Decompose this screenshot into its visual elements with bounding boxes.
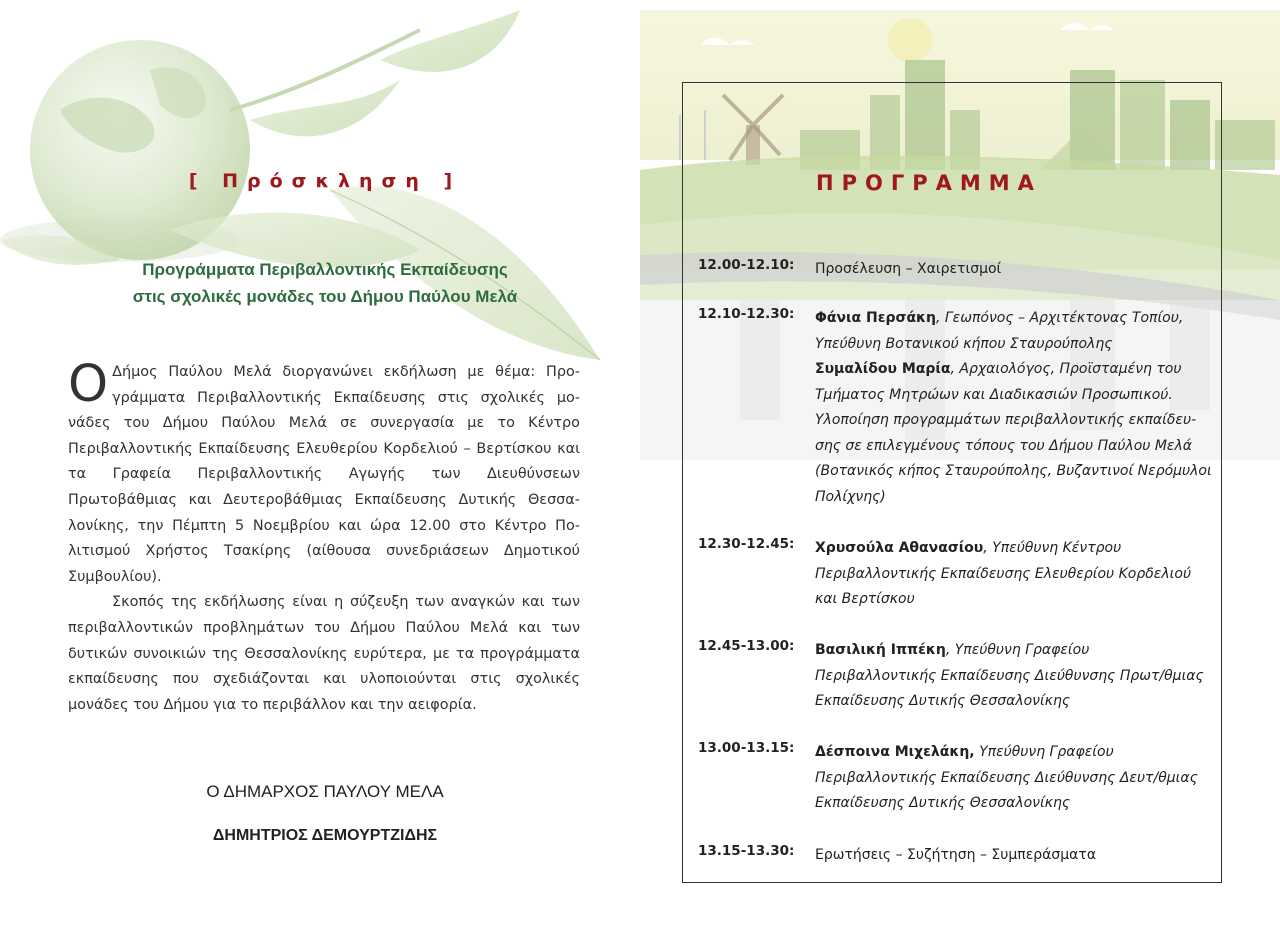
paragraph-1 — [68, 355, 580, 590]
speaker-name: Χρυσούλα Αθανασίου — [815, 540, 984, 556]
program-time: 13.15-13.30: — [698, 843, 795, 859]
subtitle-line-2: στις σχολικές μονάδες του Δήμου Παύλου Μελά — [132, 287, 518, 306]
signature-name: ΔΗΜΗΤΡΙΟΣ ΔΕΜΟΥΡΤΖΙΔΗΣ — [212, 827, 438, 844]
event-subtitle — [0, 256, 640, 310]
invitation-title: [ Πρόσκληση ] — [188, 170, 462, 192]
paragraph-1-text: Δήμος Παύλου Μελά διοργανώνει εκδήλωση με θέμα: Προγράμματα Περιβαλλοντικής Εκπαίδευσης στις σχολικές μονάδες του Δήμου Παύλου Μελά σε συνεργασία με το Κέντρο Περιβαλλοντικής Εκπαίδευσης Ελευθερίου Κορδελιού – Βερτίσκου και τα Γραφεία Περιβαλλοντικής Αγωγής των Διευθύνσεων Πρωτοβάθμιας και Δευτεροβάθμιας Εκπαίδευσης Δυτικής Θεσσαλονίκης, την Πέμπτη 5 Νοεμβρίου και ώρα 12.00 στο Κέντρο Πολιτισμού Χρήστος Τσακίρης (αίθουσα συνεδριάσεων Δημοτικού Συμβουλίου). — [68, 364, 580, 585]
program-time: 12.45-13.00: — [698, 638, 795, 654]
speaker-role: Υπεύθυνη Γραφείου Περιβαλλοντικής Εκπαίδευσης Διεύθυνσης Δευτ/θμιας Εκπαίδευσης Δυτικής Θεσσαλονίκης — [815, 744, 1198, 811]
speaker-name: Δέσποινα Μιχελάκη, — [815, 744, 975, 760]
program-time: 13.00-13.15: — [698, 740, 795, 756]
program-description — [815, 638, 1215, 715]
signature-role: Ο ΔΗΜΑΡΧΟΣ ΠΑΥΛΟΥ ΜΕΛΑ — [206, 782, 444, 801]
program-text: Ερωτήσεις – Συζήτηση – Συμπεράσματα — [815, 847, 1097, 863]
paragraph-2: Σκοπός της εκδήλωσης είναι η σύζευξη των αναγκών και των περιβαλλοντικών προβλημάτων του Δήμου Παύλου Μελά και των δυτικών συνοικιών της Θεσσαλονίκης ευρύτερα, με τα προγράμματα εκπαίδευσης που σχεδιάζονται και υλοποιούνται στις σχολικές μονάδες του Δήμου για το περιβάλλον και την αειφορία. — [68, 594, 580, 713]
program-text: Προσέλευση – Χαιρετισμοί — [815, 261, 1002, 277]
program-time: 12.00-12.10: — [698, 257, 795, 273]
program-page — [640, 0, 1280, 928]
speaker-name: Φάνια Περσάκη — [815, 310, 936, 326]
program-description — [815, 536, 1215, 613]
program-description — [815, 257, 1215, 283]
speaker-role: , Γεωπόνος – Αρχιτέκτονας Τοπίου, Υπεύθυνη Βοτανικού κήπου Σταυρούπολης — [815, 310, 1184, 352]
speaker-name: Βασιλική Ιππέκη — [815, 642, 946, 658]
program-time: 12.30-12.45: — [698, 536, 795, 552]
speaker-role: , Αρχαιολόγος, Προϊσταμένη του Τμήματος Μητρώων και Διαδικασιών Προσωπικού. Υλοποίηση προγραμμάτων περιβαλλοντικής εκπαίδευσης σε επιλεγμένους τόπους του Δήμου Παύλου Μελά (Βοτανικός κήπος Σταυρούπολης, Βυζαντινοί Νερόμυλοι Πολίχνης) — [815, 361, 1212, 505]
program-description — [815, 306, 1215, 510]
program-title: ΠΡΟΓΡΑΜΜΑ — [816, 171, 1042, 195]
drop-cap: Ο — [68, 355, 109, 414]
program-description — [815, 843, 1215, 869]
speaker-name: Συμαλίδου Μαρία — [815, 361, 951, 377]
speaker-role: , Υπεύθυνη Γραφείου Περιβαλλοντικής Εκπαίδευσης Διεύθυνσης Πρωτ/θμιας Εκπαίδευσης Δυτικής Θεσσαλονίκης — [815, 642, 1204, 709]
program-description — [815, 740, 1215, 817]
program-time: 12.10-12.30: — [698, 306, 795, 322]
invitation-body — [68, 355, 580, 718]
subtitle-line-1: Προγράμματα Περιβαλλοντικής Εκπαίδευσης — [142, 260, 508, 279]
speaker-role: , Υπεύθυνη Κέντρου Περιβαλλοντικής Εκπαίδευσης Ελευθερίου Κορδελιού και Βερτίσκου — [815, 540, 1192, 607]
